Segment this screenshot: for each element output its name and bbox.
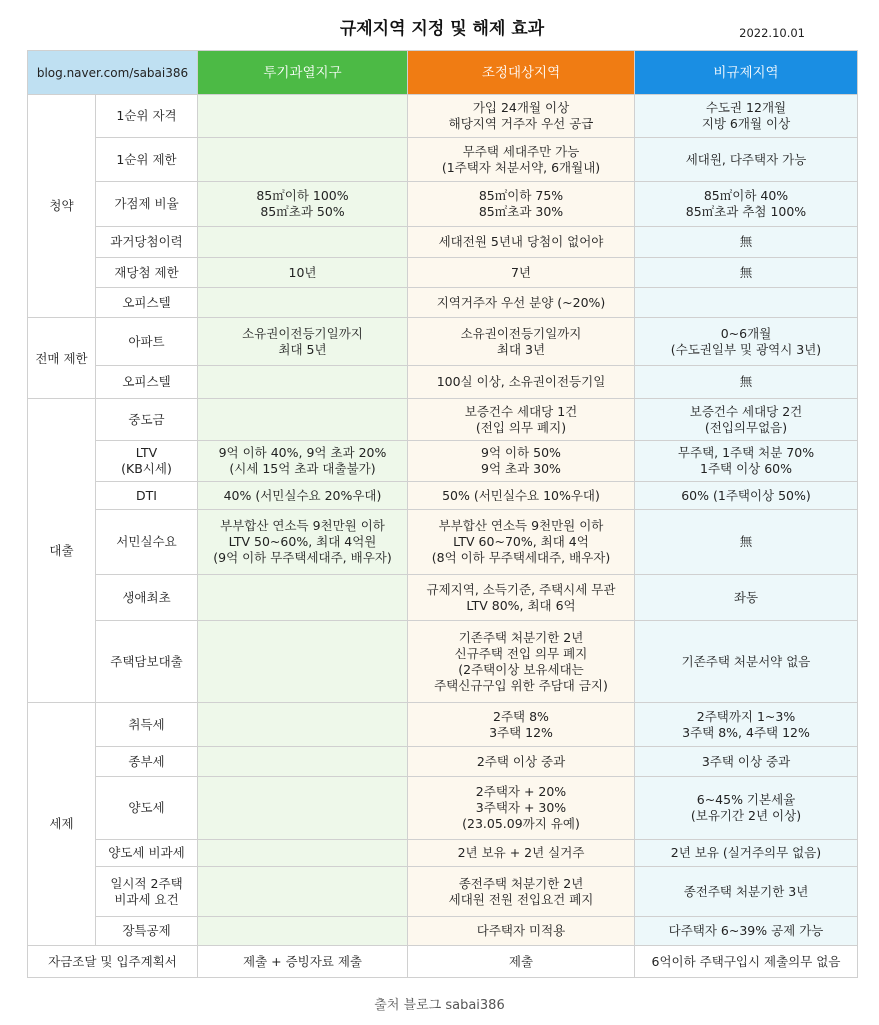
row-label: 양도세 비과세 — [96, 840, 198, 867]
cell-zone1 — [198, 288, 408, 318]
cell-zone2: 부부합산 연소득 9천만원 이하 LTV 60~70%, 최대 4억 (8억 이하 무주택세대주, 배우자) — [408, 510, 635, 575]
row-label: 양도세 — [96, 777, 198, 840]
row-label: 취득세 — [96, 703, 198, 747]
cell-zone3: 2주택까지 1~3% 3주택 8%, 4주택 12% — [635, 703, 858, 747]
cell-zone3 — [635, 288, 858, 318]
cell-zone2: 100실 이상, 소유권이전등기일 — [408, 366, 635, 399]
table-row — [28, 441, 858, 482]
cell-zone3: 다주택자 6~39% 공제 가능 — [635, 917, 858, 946]
table-row — [28, 318, 858, 366]
section-loan: 대출 — [28, 399, 96, 703]
cell-zone3: 종전주택 처분기한 3년 — [635, 867, 858, 917]
cell-zone1 — [198, 917, 408, 946]
table-row — [28, 510, 858, 575]
table-row — [28, 288, 858, 318]
cell-zone3: 3주택 이상 중과 — [635, 747, 858, 777]
source-header: blog.naver.com/sabai386 — [28, 51, 198, 95]
table-row — [28, 621, 858, 703]
cell-zone3: 0~6개월 (수도권일부 및 광역시 3년) — [635, 318, 858, 366]
table-row — [28, 138, 858, 182]
row-label: 오피스텔 — [96, 366, 198, 399]
cell-zone1: 9억 이하 40%, 9억 초과 20% (시세 15억 초과 대출불가) — [198, 441, 408, 482]
cell-zone3: 6억이하 주택구입시 제출의무 없음 — [635, 946, 858, 978]
cell-zone2: 보증건수 세대당 1건 (전입 의무 폐지) — [408, 399, 635, 441]
cell-zone2: 85㎡이하 75% 85㎡초과 30% — [408, 182, 635, 227]
cell-zone3: 無 — [635, 227, 858, 258]
cell-zone1 — [198, 867, 408, 917]
cell-zone2: 50% (서민실수요 10%우대) — [408, 482, 635, 510]
cell-zone3: 60% (1주택이상 50%) — [635, 482, 858, 510]
row-label: 생애최초 — [96, 575, 198, 621]
row-label: DTI — [96, 482, 198, 510]
table-row — [28, 399, 858, 441]
row-label: 1순위 자격 — [96, 95, 198, 138]
cell-zone1 — [198, 575, 408, 621]
row-label: 1순위 제한 — [96, 138, 198, 182]
cell-zone2: 2주택자 + 20% 3주택자 + 30% (23.05.09까지 유예) — [408, 777, 635, 840]
cell-zone1: 제출 + 증빙자료 제출 — [198, 946, 408, 978]
row-label: 일시적 2주택 비과세 요건 — [96, 867, 198, 917]
row-label: 장특공제 — [96, 917, 198, 946]
zone-header-adjusted: 조정대상지역 — [408, 51, 635, 95]
cell-zone3: 좌동 — [635, 575, 858, 621]
table-row — [28, 703, 858, 747]
table-row — [28, 182, 858, 227]
cell-zone1 — [198, 840, 408, 867]
cell-zone2: 9억 이하 50% 9억 초과 30% — [408, 441, 635, 482]
cell-zone1 — [198, 227, 408, 258]
row-label: 오피스텔 — [96, 288, 198, 318]
source-caption: 출처 블로그 sabai386 — [374, 998, 505, 1013]
table-row — [28, 747, 858, 777]
cell-zone3: 無 — [635, 258, 858, 288]
cell-zone3: 6~45% 기본세율 (보유기간 2년 이상) — [635, 777, 858, 840]
cell-zone1 — [198, 703, 408, 747]
cell-zone2: 종전주택 처분기한 2년 세대원 전원 전입요건 폐지 — [408, 867, 635, 917]
table-row — [28, 946, 858, 978]
cell-zone1: 10년 — [198, 258, 408, 288]
date-label: 2022.10.01 — [739, 26, 805, 40]
cell-zone2: 세대전원 5년내 당첨이 없어야 — [408, 227, 635, 258]
table-row — [28, 867, 858, 917]
cell-zone2: 2주택 이상 중과 — [408, 747, 635, 777]
row-label: 주택담보대출 — [96, 621, 198, 703]
cell-zone3: 2년 보유 (실거주의무 없음) — [635, 840, 858, 867]
cell-zone1 — [198, 138, 408, 182]
table-row — [28, 917, 858, 946]
row-label: 재당첨 제한 — [96, 258, 198, 288]
table-row — [28, 258, 858, 288]
cell-zone3: 기존주택 처분서약 없음 — [635, 621, 858, 703]
cell-zone1 — [198, 777, 408, 840]
table-row — [28, 482, 858, 510]
cell-zone3: 수도권 12개월 지방 6개월 이상 — [635, 95, 858, 138]
cell-zone2: 7년 — [408, 258, 635, 288]
section-subscription: 청약 — [28, 95, 96, 318]
section-resale: 전매 제한 — [28, 318, 96, 399]
header — [27, 0, 857, 50]
cell-zone2: 2년 보유 + 2년 실거주 — [408, 840, 635, 867]
table-row — [28, 575, 858, 621]
row-label: 중도금 — [96, 399, 198, 441]
table-row — [28, 227, 858, 258]
cell-zone1: 부부합산 연소득 9천만원 이하 LTV 50~60%, 최대 4억원 (9억 이하 무주택세대주, 배우자) — [198, 510, 408, 575]
cell-zone1 — [198, 621, 408, 703]
page-title: 규제지역 지정 및 해제 효과 — [339, 19, 545, 39]
cell-zone2: 2주택 8% 3주택 12% — [408, 703, 635, 747]
cell-zone1 — [198, 747, 408, 777]
cell-zone3: 85㎡이하 40% 85㎡초과 추첨 100% — [635, 182, 858, 227]
cell-zone2: 기존주택 처분기한 2년 신규주택 전입 의무 폐지 (2주택이상 보유세대는 주택신규구입 위한 주담대 금지) — [408, 621, 635, 703]
cell-zone3: 보증건수 세대당 2건 (전입의무없음) — [635, 399, 858, 441]
cell-zone2: 다주택자 미적용 — [408, 917, 635, 946]
cell-zone3: 무주택, 1주택 처분 70% 1주택 이상 60% — [635, 441, 858, 482]
cell-zone2: 무주택 세대주만 가능 (1주택자 처분서약, 6개월내) — [408, 138, 635, 182]
table-row — [28, 840, 858, 867]
row-label: 서민실수요 — [96, 510, 198, 575]
cell-zone1 — [198, 399, 408, 441]
cell-zone3: 無 — [635, 366, 858, 399]
table-row — [28, 366, 858, 399]
cell-zone1: 85㎡이하 100% 85㎡초과 50% — [198, 182, 408, 227]
cell-zone1 — [198, 95, 408, 138]
table-row — [28, 777, 858, 840]
cell-zone2: 제출 — [408, 946, 635, 978]
row-label: 과거당첨이력 — [96, 227, 198, 258]
table-header-row — [28, 51, 858, 95]
cell-zone2: 가입 24개월 이상 해당지역 거주자 우선 공급 — [408, 95, 635, 138]
cell-zone1 — [198, 366, 408, 399]
row-label: 종부세 — [96, 747, 198, 777]
cell-zone3: 세대원, 다주택자 가능 — [635, 138, 858, 182]
row-label: LTV (KB시세) — [96, 441, 198, 482]
cell-zone2: 규제지역, 소득기준, 주택시세 무관 LTV 80%, 최대 6억 — [408, 575, 635, 621]
cell-zone1: 40% (서민실수요 20%우대) — [198, 482, 408, 510]
table-row — [28, 95, 858, 138]
cell-zone3: 無 — [635, 510, 858, 575]
zone-header-unregulated: 비규제지역 — [635, 51, 858, 95]
comparison-table — [27, 50, 858, 978]
cell-zone2: 소유권이전등기일까지 최대 3년 — [408, 318, 635, 366]
section-tax: 세제 — [28, 703, 96, 946]
row-label: 가점제 비율 — [96, 182, 198, 227]
cell-zone2: 지역거주자 우선 분양 (~20%) — [408, 288, 635, 318]
cell-zone1: 소유권이전등기일까지 최대 5년 — [198, 318, 408, 366]
zone-header-speculative: 투기과열지구 — [198, 51, 408, 95]
row-label: 아파트 — [96, 318, 198, 366]
row-label: 자금조달 및 입주계획서 — [28, 946, 198, 978]
